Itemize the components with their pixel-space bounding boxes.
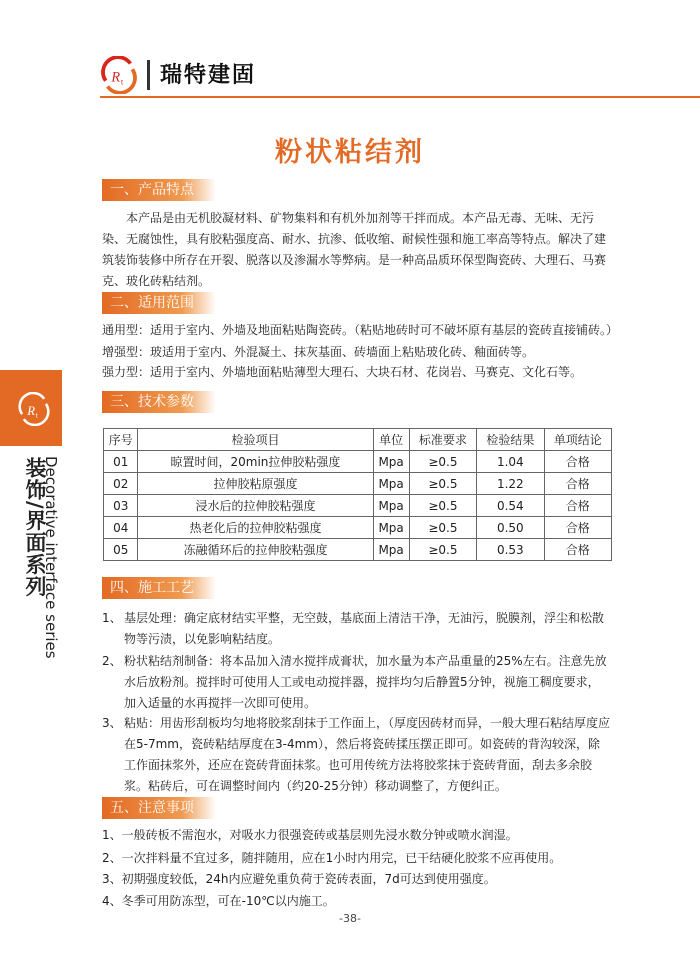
features-paragraph: 本产品是由无机胶凝材料、矿物集料和有机外加剂等干拌而成。本产品无毒、无味、无污染、无腐蚀性，具有胶粘强度高、耐水、抗渗、低收缩、耐候性强和施工率高等特点。解决了建筑装饰装修中所存在开裂、脱落以及渗漏水等弊病。是一种高品质环保型陶瓷砖、大理石、马赛克、玻化砖粘结剂。	[102, 211, 607, 288]
table-cell: 合格	[544, 473, 611, 495]
header-rule	[100, 96, 700, 98]
page-header	[0, 0, 700, 98]
column-header: 序号	[104, 429, 138, 451]
table-cell: ≥0.5	[409, 451, 476, 473]
table-cell: 合格	[544, 495, 611, 517]
table-cell: 01	[104, 451, 138, 473]
svg-text:t: t	[120, 76, 124, 87]
section-heading-specs: 三、技术参数	[102, 391, 216, 413]
table-cell: 0.50	[477, 517, 544, 539]
table-cell: 浸水后的拉伸胶粘强度	[138, 495, 373, 517]
scope-line: 通用型：适用于室内、外墙及地面粘贴陶瓷砖。（粘贴地砖时可不破坏原有基层的瓷砖直接铺砖。）	[102, 323, 619, 337]
step-text: 基层处理：确定底材结实平整，无空鼓，基底面上清洁干净，无油污，脱膜剂，浮尘和松散物等污渍，以免影响粘结度。	[124, 611, 605, 646]
scope-line: 增强型：玻适用于室内、外混凝土、抹灰基面、砖墙面上粘贴玻化砖、釉面砖等。	[102, 345, 535, 359]
column-header: 检验项目	[138, 429, 373, 451]
page-number: -38-	[339, 912, 361, 925]
specs-table	[103, 428, 612, 561]
table-cell: 04	[104, 517, 138, 539]
table-cell: 拉伸胶粘原强度	[138, 473, 373, 495]
table-cell: 02	[104, 473, 138, 495]
step-number: 3、	[102, 716, 122, 730]
svg-text:R: R	[27, 403, 35, 418]
note-line: 4、冬季可用防冻型，可在-10℃以内施工。	[102, 894, 335, 908]
note-line: 3、初期强度较低，24h内应避免重负荷于瓷砖表面，7d可达到使用强度。	[102, 872, 496, 886]
step-number: 1、	[102, 611, 122, 625]
sidebar-title-en: Decorative interface series	[42, 456, 60, 659]
sidebar-logo-icon	[17, 392, 51, 426]
table-row	[104, 473, 612, 495]
svg-text:R: R	[111, 69, 121, 86]
section-heading-process: 四、施工工艺	[102, 577, 216, 599]
table-cell: Mpa	[373, 517, 409, 539]
note-line: 2、一次拌料量不宜过多，随拌随用，应在1小时内用完，已干结硬化胶浆不应再使用。	[102, 851, 562, 865]
process-step	[102, 651, 610, 714]
step-number: 2、	[102, 654, 122, 668]
brand-divider	[147, 60, 150, 90]
table-cell: ≥0.5	[409, 517, 476, 539]
table-cell: 热老化后的拉伸胶粘强度	[138, 517, 373, 539]
table-cell: 1.22	[477, 473, 544, 495]
column-header: 单位	[373, 429, 409, 451]
table-cell: 合格	[544, 517, 611, 539]
table-cell: ≥0.5	[409, 495, 476, 517]
table-row	[104, 517, 612, 539]
table-header-row	[104, 429, 612, 451]
sidebar-title-zh: 装饰/界面系列	[23, 457, 47, 598]
column-header: 单项结论	[544, 429, 611, 451]
table-cell: 1.04	[477, 451, 544, 473]
svg-text:t: t	[35, 410, 38, 420]
table-cell: 0.54	[477, 495, 544, 517]
page-title: 粉状粘结剂	[275, 137, 425, 168]
table-cell: 05	[104, 539, 138, 561]
section-heading-features: 一、产品特点	[102, 179, 216, 201]
note-line: 1、一般砖板不需泡水，对吸水力很强瓷砖或基层则先浸水数分钟或喷水润湿。	[102, 828, 518, 842]
table-row	[104, 539, 612, 561]
table-cell: 合格	[544, 539, 611, 561]
table-cell: Mpa	[373, 473, 409, 495]
section-heading-scope: 二、适用范围	[102, 292, 216, 314]
brand-logo-icon	[100, 56, 138, 94]
step-text: 粉状粘结剂制备：将本品加入清水搅拌成膏状，加水量为本产品重量的25%左右。注意先放水后放粉剂。搅拌时可使用人工或电动搅拌器，搅拌均匀后静置5分钟，视施工稠度要求，加入适量的水再搅拌一次即可使用。	[124, 654, 607, 710]
scope-line: 强力型：适用于室内、外墙地面粘贴薄型大理石、大块石材、花岗岩、马赛克、文化石等。	[102, 365, 583, 379]
process-step	[102, 713, 610, 797]
table-cell: 03	[104, 495, 138, 517]
table-cell: 合格	[544, 451, 611, 473]
column-header: 检验结果	[477, 429, 544, 451]
table-cell: ≥0.5	[409, 473, 476, 495]
brand-name: 瑞特建固	[160, 63, 257, 88]
table-cell: 冻融循环后的拉伸胶粘强度	[138, 539, 373, 561]
process-step	[102, 608, 610, 650]
table-cell: 0.53	[477, 539, 544, 561]
table-cell: 晾置时间，20min拉伸胶粘强度	[138, 451, 373, 473]
table-row	[104, 495, 612, 517]
section-heading-notes: 五、注意事项	[102, 797, 216, 819]
table-cell: Mpa	[373, 539, 409, 561]
table-cell: Mpa	[373, 495, 409, 517]
step-text: 粘贴：用齿形刮板均匀地将胶浆刮抹于工作面上，（厚度因砖材而异，一般大理石粘结厚度应在5-7mm，瓷砖粘结厚度在3-4mm），然后将瓷砖揉压摆正即可。如瓷砖的背沟较深，除工作面抹浆外，还应在瓷砖背面抹浆。也可用传统方法将胶浆抹于瓷砖背面，刮去多余胶浆。粘砖后，可在调整时间内（约20-25分钟）移动调整了，方便纠正。	[124, 716, 611, 793]
table-cell: Mpa	[373, 451, 409, 473]
column-header: 标准要求	[409, 429, 476, 451]
table-cell: ≥0.5	[409, 539, 476, 561]
table-row	[104, 451, 612, 473]
